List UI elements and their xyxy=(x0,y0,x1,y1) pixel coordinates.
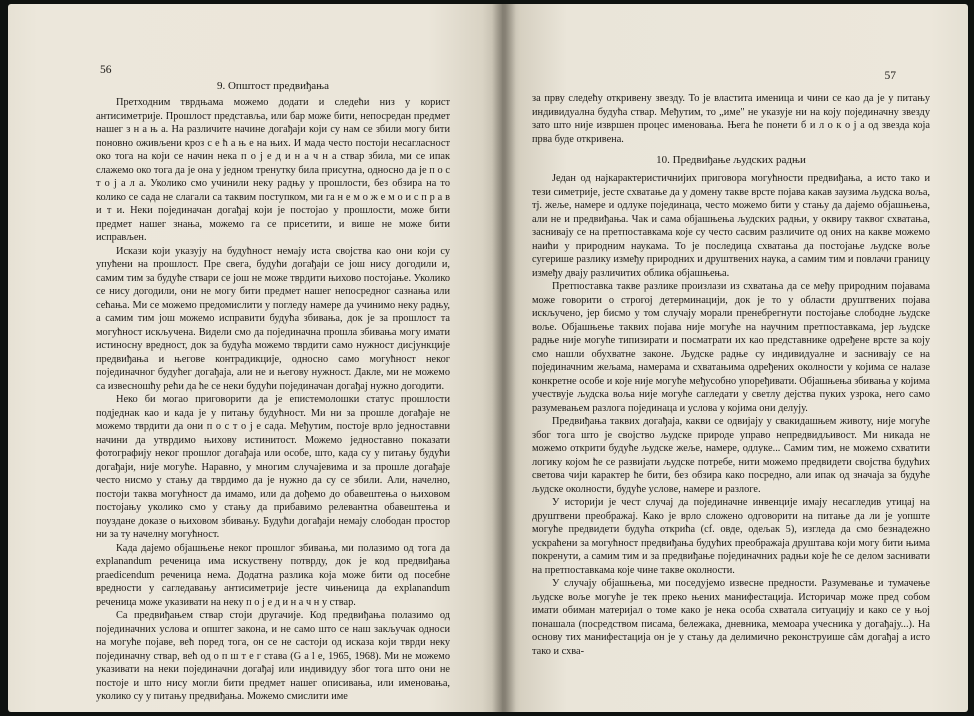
paragraph: Искази који указују на будућност немају иста својства као они који су упућени на прошлост. Пре свега, будући догађаји се још нису догодили и, самим тим за будуће ствари се још не може тврдити њихово постојање. Уколико се нису догодили, они не могу бити предмет нашег непосредног сазнања или сећања. Ми се можемо предомислити у погледу намере да учинимо неку радњу, а самим тим још можемо исправити будућа збивања, док је за прошлост та могућност искључена. Видели смо да појединачна прошла збивања могу имати истиносну вредност, док за будућа можемо тврдити само нужност дисјункције предвиђања и његове контрадикције, односно само могућност неког појединачног будућег догађаја, али не и његову нужност. Дакле, ми не можемо са извесношћу рећи да ће се неки будући појединачан догађај нужно догодити. xyxy=(96,245,450,392)
paragraph: Претходним тврдњама можемо додати и следећи низ у корист антисиметрије. Прошлост представља, или бар може бити, непосредан предмет нашег з н а њ а. На различите начине догађаји који су нам се збили могу бити поновно оживљени кроз с е ћ а њ е на њих. И мада често постоји несагласност око тога на који се начин нека п о ј е д и н а ч н а ствар збила, ми се ипак слажемо око тога да је она у једном тренутку била присутна, односно да је п о с т о ј а л а. Уколико смо учинили неку радњу у прошлости, без обзира на то колико се сада не слагали са таквим поступком, ми га н е м о ж е м о и с п р а в и т и. Неки појединачан догађај који је постојао у прошлости, може бити предмет нашег знања, можемо га се присетити, и више не може бити исправљен. xyxy=(96,97,450,243)
page-number: 57 xyxy=(884,70,896,82)
paragraph: Са предвиђањем ствар стоји другачије. Код предвиђања полазимо од појединачних услова и општег закона, и не само што се наш закључак односи на могуће појаве, већ поред тога, он се не састоји од исказа који тврди неку појединачну ствар, већ од о п ш т е г става (G a l e, 1965, 1968). Ми не можемо указивати на неки појединачни догађај или индивидуу због тога што они не постоје и што нису могли бити предмет нашег описивања, или именовања, уколико су у питању предвиђања. Можемо смислити име xyxy=(96,610,450,702)
paragraph: У историји је чест случај да појединачне инвенције имају несагледив утицај на друштвени преображај. Како је врло сложено одговорити на питање да ли је уопште могуће предвидети будућа открића (cf. овде, одељак 5), изгледа да смо безнадежно ускраћени за могућност предвиђања будућих преображаја друштава који могу бити њима покренути, а самим тим и за предвиђање појединачних радњи које ће се делом заснивати на претпоставкама које чине такве околности. xyxy=(532,497,930,576)
section-title: 9. Општост предвиђања xyxy=(216,80,329,92)
paragraph: Претпоставка такве разлике произлази из схватања да се међу природним појавама може говорити о строгој детерминацији, док је то у области друштвених појава искључено, јер бисмо у том случају морали пренебрегнути постојање слободне људске воље. Објашњење таквих појава није могуће на научним претпоставкама, јер људске радње није могуће типизирати и посматрати их као представнике одређене врсте за коју смо нашли обухватне законе. Људске радње су индивидуалне и заснивају се на појединачним жељама, намерама и схватањима одређених околности у којима се налазе конкретне особе и које није могуће међусобно упоређивати. Објашњења збивања у којима учествује људска воља није могуће сагледати у светлу дејства пуких узрока, него само разумевањем разлога појединаца и услова у којима они делују. xyxy=(532,281,930,414)
left-page xyxy=(8,4,502,712)
section-title: 10. Предвиђање људских радњи xyxy=(656,154,806,166)
paragraph: У случају објашњења, ми поседујемо извесне предности. Разумевање и тумачење људске воље могуће је тек преко њених манифестација. Историчар може пред собом имати обиман материјал о томе какo је нека особа схватала ситуацију и како се у њој понашала (посредством писама, бележака, дневника, мемоара учесника у догађају...). На основу тих манифестација он је у стању да делимично реконструише сâм догађај а исто тако и схва- xyxy=(532,578,930,657)
paragraph: Када дајемо објашњење неког прошлог збивања, ми полазимо од тога да explanandum реченица има искуствену потврду, док је код предвиђања praedicendum реченица нема. Додатна разлика која може бити од посебне вредности у сагледавању антисиметрије јесте чињеница да explanandum реченица може указивати на неку п о ј е д и н а ч н у ствар. xyxy=(96,542,450,608)
page-number: 56 xyxy=(100,64,112,76)
paragraph: Предвиђања таквих догађаја, какви се одвијају у свакидашњем животу, није могуће због тога што је својство људске природе управо непредвидљивост. Ми никада не можемо открити будуће људске жеље, намере, одлуке... Самим тим, не можемо схватити логику којом ће се развијати људске потребе, нити можемо предвидети својства будућих светова чији карактер ће бити, без обзира како посредно, али ипак од значаја за будуће људске околности, будуће услове, намере и разлоге. xyxy=(532,416,930,495)
paragraph: Неко би могао приговорити да је епистемолошки статус прошлости подједнак као и када је у питању будућност. Ми ни за прошле догађаје не можемо тврдити да они п о с т о ј е сада. Међутим, постоје врло једноставни начини да утврдимо њихову истинитост. Можемо једноставно показати фотографију неког прошлог догађаја или особе, што, када су у питању будући догађаји, није могуће. Наравно, у многим случајевима и за прошле догађаје често нисмо у стању да тврдимо да је нужно да су се збили. Али, начелно, постоји таква могућност да имамо, или да дођемо до обавештења о њиховом постојању уколико смо у стању да прибавимо релевантна обавештења и поуздане доказе о њиховом збивању. Будући догађаји немају слободан простор ни за ту начелну могућност. xyxy=(96,394,450,540)
right-page xyxy=(502,4,968,712)
continued-paragraph: за прву следећу откривену звезду. То је властита именица и чини се као да је у питању индивидуална будућа ствар. Међутим, то „име" не указује ни на коју појединачну звезду зато што није извршен процес именовања. Њега ће понети б и л о к о ј а од звезда која прва буде откривена. xyxy=(532,93,930,145)
paragraph: Један од најкарактеристичнијих приговора могућности предвиђања, а исто тако и тези симетрије, јесте схватање да у домену такве врсте појава какав заузима људска воља, тј. жеље, намере и одлуке појединаца, често можемо бити у стању да дајемо објашњења, али не и предвиђања. Чак и сама објашњења људских радњи, у оквиру таквог схватања, заснивају се на претпоставкама које су често сасвим различите од оних на какве можемо наићи у природним наукама. То је последица схватања да постојање људске воље сугерише разлику између природних и друштвених наука, а самим тим и повлачи границу између двају различитих облика објашњења. xyxy=(532,173,930,279)
